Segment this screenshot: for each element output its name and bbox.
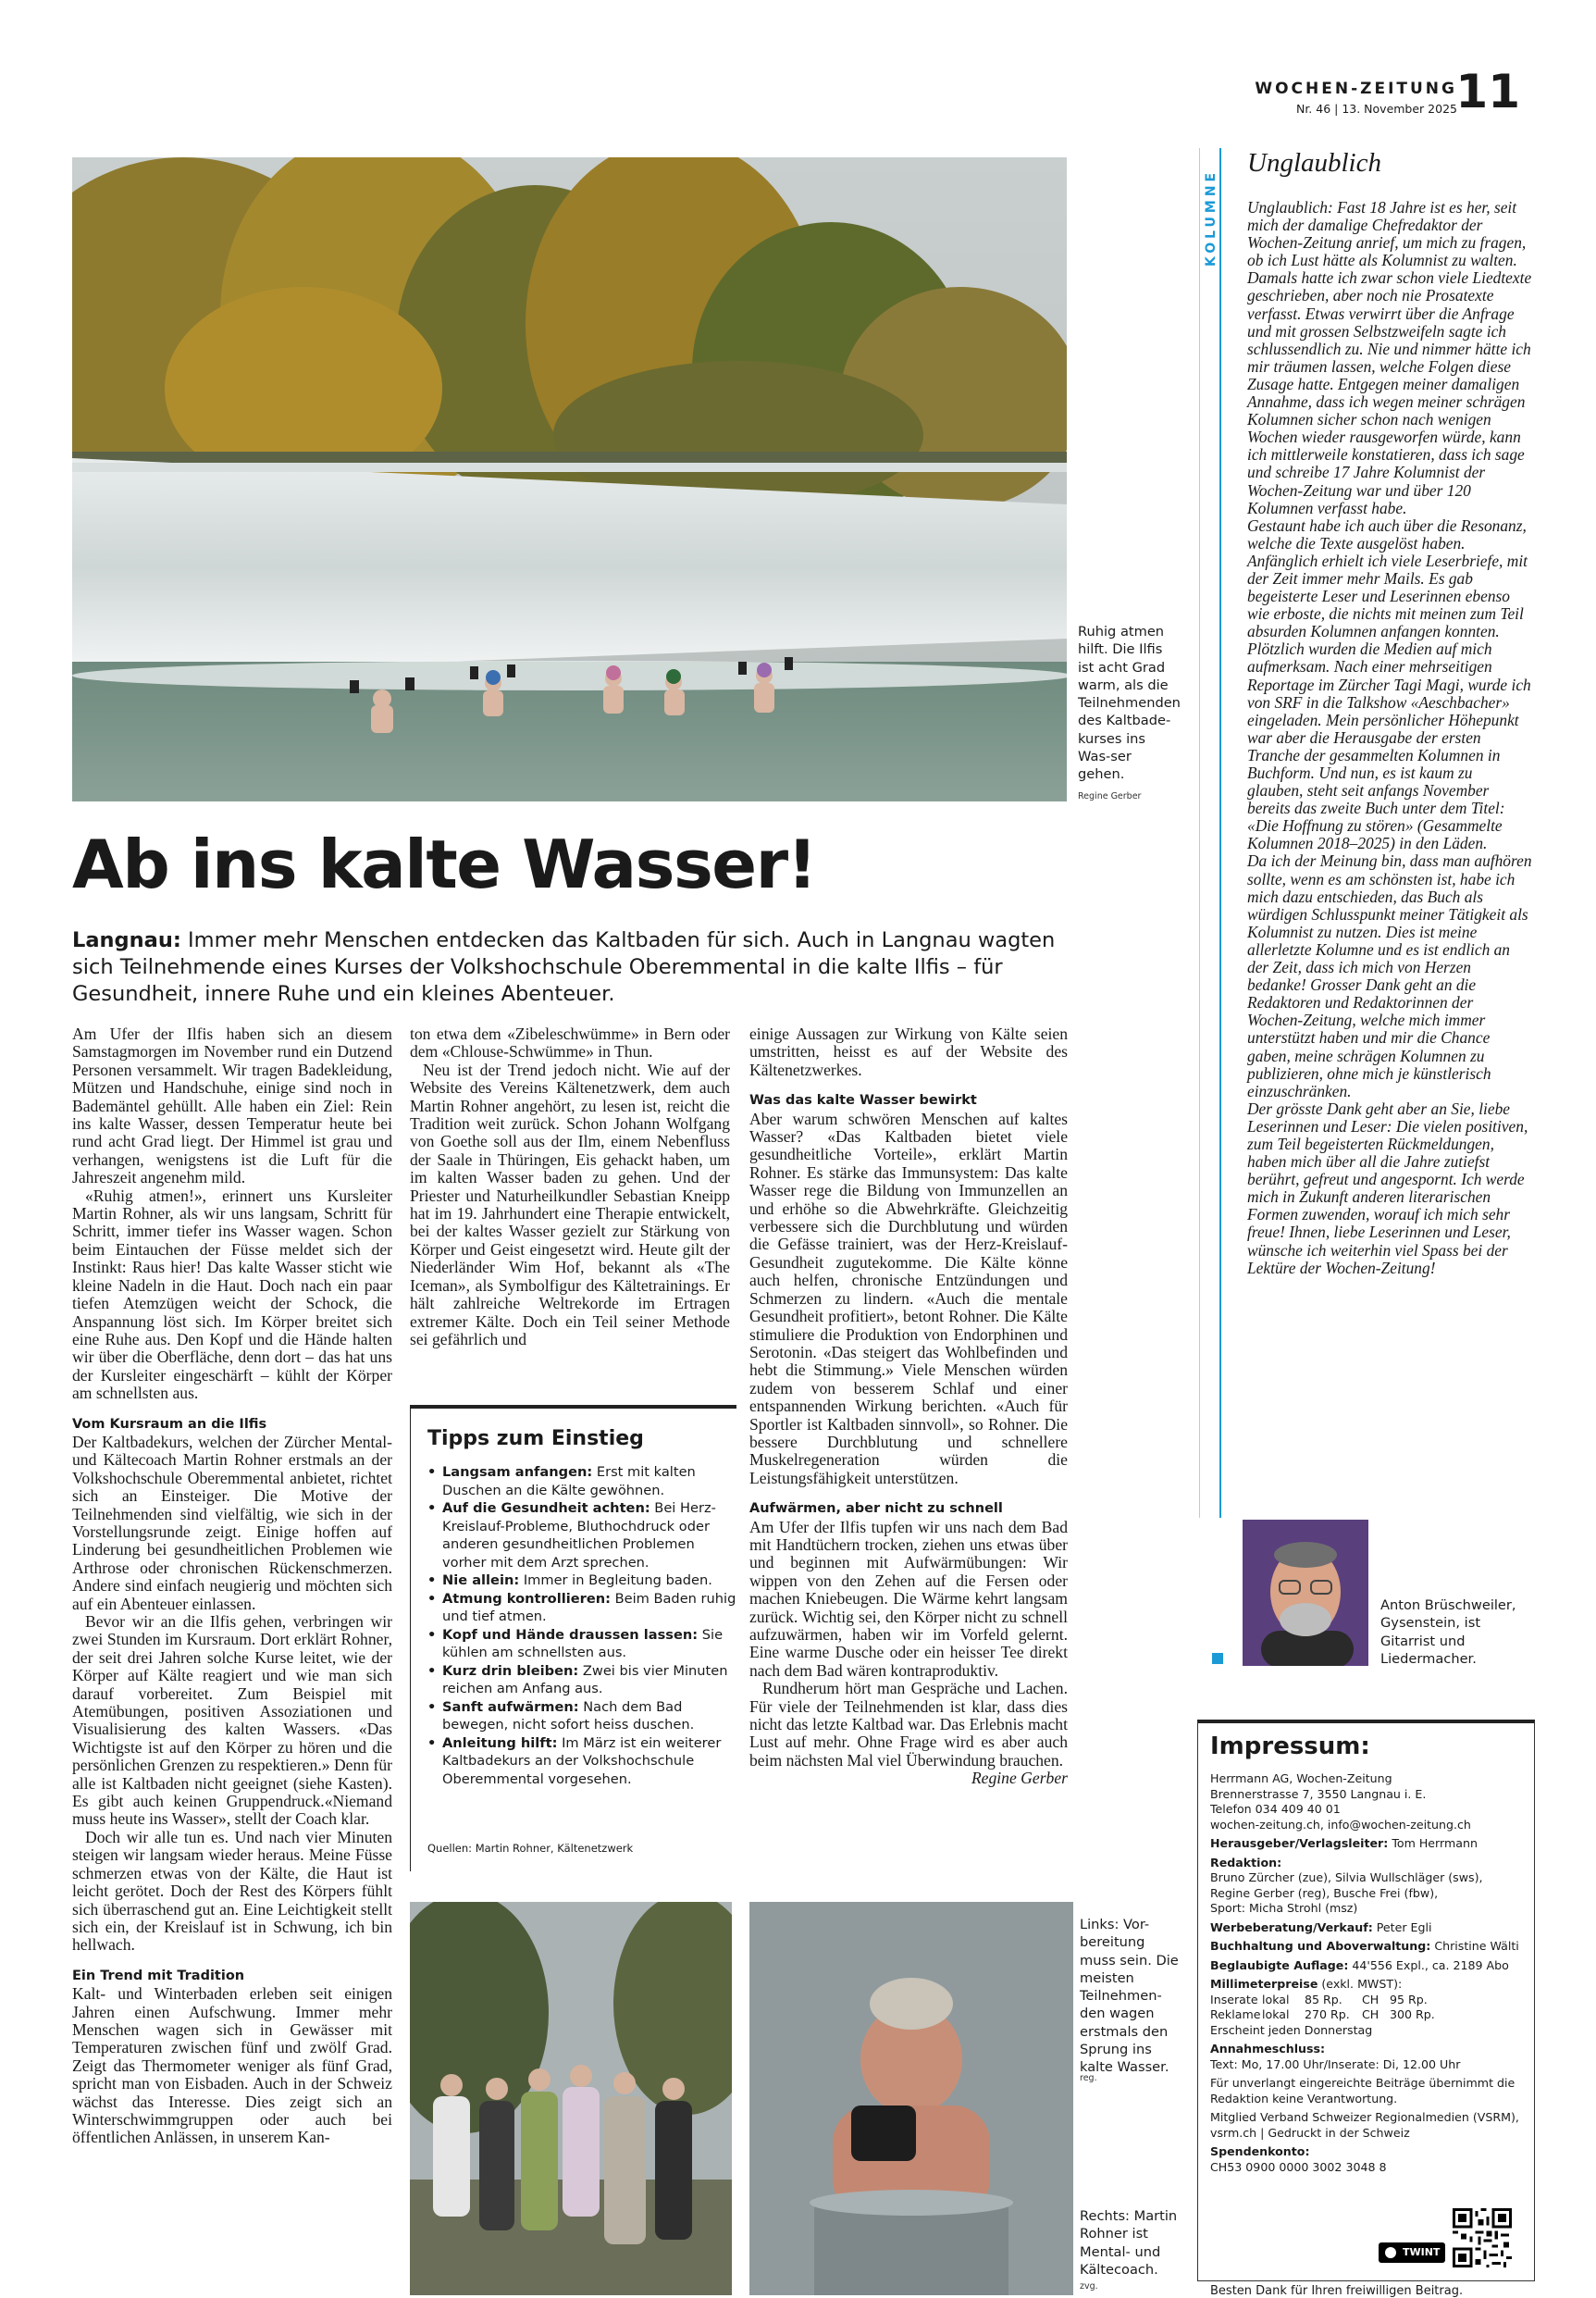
photo-participants-image [410,1902,732,2295]
impressum-body [1210,1771,1525,2175]
author-caption: Anton Brüschweiler, Gysenstein, ist Gitarrist und Liedermacher. [1380,1597,1516,1667]
tip-label: Kopf und Hände draussen lassen: [442,1626,699,1643]
rate-cell: lokal [1262,1992,1290,2006]
author-portrait [1243,1520,1368,1666]
twint-icon [1385,2247,1396,2258]
paragraph: Am Ufer der Ilfis haben sich an diesem Samstagmorgen im November rund ein Dutzend Personen versammelt. Wir tragen Badekleidung, Mützen und Handschuhe, einige sind noch in Bademäntel gehüllt. Alle haben ein Ziel: Rein ins kalte Wasser, dessen Temperatur heute bei rund acht Grad liegt. Der Himmel ist grau und verhangen, wenigstens ist die Luft für die Jahreszeit angenehm mild. [72,1025,392,1187]
main-photo [72,157,1067,801]
auflage-label: Beglaubigte Auflage: [1210,1957,1349,1972]
tip-text: Im März ist ein weiterer Kaltbadekurs an der Volkshochschule Oberemmental vorgesehen. [442,1734,722,1787]
disclaimer: Für unverlangt eingereichte Beiträge übernimmt die Redaktion keine Verantwortung. [1210,2076,1516,2105]
spenden-iban: CH53 0900 0000 3002 3048 8 [1210,2159,1387,2174]
buch-label: Buchhaltung und Aboverwaltung: [1210,1939,1431,1953]
subheading: Ein Trend mit Tradition [72,1968,245,1983]
twint-badge[interactable] [1379,2242,1445,2263]
main-photo-image [72,157,1067,801]
tip-item [427,1662,736,1698]
photo-right-credit: zvg. [1080,2281,1098,2292]
paragraph: Kalt- und Winterbaden erleben seit einigen Jahren einen Aufschwung. Immer mehr Menschen wagen sich in Gewässer mit Temperaturen zwischen fünf und zwölf Grad. Zeigt das Thermometer weniger als fünf Grad, spricht man von Eisbaden. Auch in der Schweiz wächst das Interesse. Dies zeigt sich an Winterschwimmgruppen oder auch bei öffentlichen Anlässen, in unserem Kan- [72,1984,392,2147]
kolumne-label [1201,155,1223,267]
mm-note: (exkl. MWST): [1321,1977,1403,1991]
photo-right-caption: Rechts: Martin Rohner ist Mental- und Kältecoach. [1080,2208,1178,2278]
issue-date: Nr. 46 | 13. November 2025 [1295,102,1457,116]
tips-title: Tipps zum Einstieg [427,1427,644,1450]
kolumne-label-text: KOLUMNE [1204,168,1219,267]
article-headline: Ab ins kalte Wasser! [72,826,816,903]
tips-box [410,1405,736,1871]
paragraph: «Ruhig atmen!», erinnert uns Kursleiter Martin Rohner, als wir uns langsam, Schritt für Schritt, immer tiefer ins Wasser wagen. Schon beim Eintauchen der Füsse meldet sich der Instinkt: Raus hier! Das kalte Wasser sticht wie kleine Nadeln in die Haut. Doch nach ein paar tiefen Atemzügen weicht der Schock, die Anspannung löst sich. Im Körper breitet sich eine Ruhe aus. Den Kopf und die Hände halten wir über die Oberfläche, denn dort – das hat uns der Kursleiter eingeschärft – kühlt der Körper am schnellsten aus. [72,1186,392,1403]
paragraph: Am Ufer der Ilfis tupfen wir uns nach dem Bad mit Handtüchern trocken, ziehen uns etwas über und beginnen mit Aufwärmübungen: Wir wippen von den Zehen auf die Fersen oder machen Kniebeugen. Die Wärme kehrt langsam zurück. Wichtig sei, den Körper nicht zu schnell aufzuwärmen, haben wir im Vorfeld gelernt. Eine warme Dusche oder ein heisser Tee direkt nach dem Bad wären kontraproduktiv. [749,1517,1068,1680]
tip-text: Bei Herz-Kreislauf-Probleme, Bluthochdruck oder anderen gesundheitlichen Problemen vorher mit dem Arzt sprechen. [442,1500,716,1571]
auflage: 44'556 Expl., ca. 2189 Abo [1352,1957,1509,1972]
page-number: 11 [1455,65,1520,118]
redaktion-line: Bruno Zürcher (zue), Silvia Wullschläger (sws), [1210,1870,1483,1884]
mm-label: Millimeterpreise [1210,1977,1318,1991]
kolumne-paragraph: Unglaublich: Fast 18 Jahre ist es her, seit mich der damalige Chefredaktor der Wochen-Zeitung anrief, um mich zu fragen, ob ich Lust hätte als Kolumnist zu walten. Damals hatte ich zwar schon viele Liedtexte geschrieben, aber noch nie Prosatexte verfasst. Etwas verwirrt über die Anfrage und mit grossen Selbstzweifeln sagte ich schlussendlich zu. Nie und nimmer hätte ich mir träumen lassen, welche Folgen diese Zusage hatte. Entgegen meiner damaligen Annahme, dass ich wegen meiner schrägen Kolumnen sicher schon nach wenigen Wochen wieder rausgeworfen würde, kann ich mittlerweile konstatieren, dass ich sage und schreibe 17 Jahre Kolumnist der Wochen-Zeitung war und über 120 Kolumnen verfasst habe. [1247,198,1532,517]
redaktion-label: Redaktion: [1210,1855,1282,1869]
erscheint: Erscheint jeden Donnerstag [1210,2022,1373,2037]
publisher-label: Herausgeber/Verlagsleiter: [1210,1836,1389,1850]
paper-name: WOCHEN-ZEITUNG [1255,80,1457,98]
kolumne-body [1247,199,1532,1277]
impressum-thanks: Besten Dank für Ihren freiwilligen Beitrag. [1210,2284,1464,2298]
tip-label: Kurz drin bleiben: [442,1662,579,1679]
impressum [1197,1720,1534,2298]
tip-item [427,1626,736,1662]
rates-table [1210,1993,1525,2023]
article-column-3 [749,1025,1068,1788]
rate-cell: 95 Rp. [1390,1992,1428,2006]
photo-left-caption: Links: Vor-bereitung muss sein. Die meisten Teilnehmen-den wagen erstmals den Sprung ins kalte Wasser. [1080,1917,1179,2076]
lead-text: Immer mehr Menschen entdecken das Kaltbaden für sich. Auch in Langnau wagten sich Teilnehmende eines Kurses der Volkshochschule Oberemmental in die kalte Ilfis – für Gesundheit, innere Ruhe und ein kleines Abenteuer. [72,928,1056,1006]
tips-list [411,1463,736,1788]
rate-cell: Reklame [1210,2007,1261,2021]
rate-cell: 300 Rp. [1390,2007,1435,2021]
tip-item [427,1463,736,1499]
photo-coach [749,1902,1073,2295]
kolumne-paragraph: Da ich der Meinung bin, dass man aufhören sollte, wenn es am schönsten ist, habe ich mich dazu entschieden, das Buch als würdigen Schlusspunkt meiner Tätigkeit als Kolumnist zu nutzen. Dies ist meine allerletzte Kolumne und es ist endlich an der Zeit, dass ich mich von Herzen bedanke! Grosser Dank geht an die Redaktoren und Redaktorinnen der Wochen-Zeitung, welche mich immer unterstützt haben und mir die Chance gaben, meine schrägen Kolumnen zu publizieren, ohne mich je künstlerisch einzuschränken. [1247,851,1532,1100]
tip-label: Anleitung hilft: [442,1734,558,1751]
subheading: Was das kalte Wasser bewirkt [749,1093,977,1109]
photo-left-credit: reg. [1080,2073,1097,2083]
spenden-label: Spendenkonto: [1210,2144,1310,2158]
qr-code-graphic [1453,2208,1512,2267]
tip-label: Nie allein: [442,1572,520,1588]
tip-label: Atmung kontrollieren: [442,1590,611,1607]
twint-label: TWINT [1403,2246,1441,2258]
rate-cell: CH [1362,2007,1379,2021]
tip-item [427,1499,736,1571]
tip-text: Beim Baden ruhig und tief atmen. [442,1590,736,1624]
address-line: Herrmann AG, Wochen-Zeitung [1210,1771,1392,1785]
schluss: Text: Mo, 17.00 Uhr/Inserate: Di, 12.00 Uhr [1210,2056,1461,2071]
rate-cell: 85 Rp. [1305,1992,1342,2006]
paragraph: Rundherum hört man Gespräche und Lachen. Für viele der Teilnehmenden ist klar, dass dies nicht das letzte Kaltbad war. Das Erlebnis macht Lust auf mehr. Ohne Frage wird es aber auch beim nächsten Mal viel Überwindung brauchen. [749,1679,1068,1770]
masthead [1255,80,1457,116]
verband: Mitglied Verband Schweizer Regionalmedien (VSRM), vsrm.ch | Gedruckt in der Schweiz [1210,2110,1519,2140]
werbe: Peter Egli [1376,1919,1432,1934]
tip-item [427,1698,736,1734]
column-divider [1199,148,1200,1518]
main-photo-caption: Ruhig atmen hilft. Die Ilfis ist acht Grad warm, als die Teilnehmenden des Kaltbade-kurses ins Was-ser gehen. [1078,624,1181,783]
main-photo-credit: Regine Gerber [1078,791,1142,801]
rate-cell: 270 Rp. [1305,2007,1350,2021]
tip-item [427,1590,736,1626]
tip-label: Sanft aufwärmen: [442,1698,579,1715]
redaktion-line: Sport: Micha Strohl (msz) [1210,1901,1358,1915]
article-author: Regine Gerber [971,1769,1068,1788]
tip-text: Immer in Begleitung baden. [519,1572,712,1588]
photo-coach-image [749,1902,1073,2295]
buch: Christine Wälti [1434,1939,1519,1953]
lead-place: Langnau: [72,928,181,952]
address-line: wochen-zeitung.ch, info@wochen-zeitung.ch [1210,1817,1471,1832]
paragraph: Neu ist der Trend jedoch nicht. Wie auf der Website des Vereins Kältenetzwerk, dem auch Martin Rohner angehört, zu lesen ist, reicht die Tradition weit zurück. Schon Johann Wolfgang von Goethe soll aus der Ilm, einem Nebenfluss der Saale in Thüringen, Eis gehackt haben, um im kalten Wasser baden zu gehen. Und der Priester und Naturheilkundler Sebastian Kneipp hat im 19. Jahrhundert eine Therapie entwickelt, bei der kaltes Wasser gezielt zur Stärkung von Körper und Geist eingesetzt wird. Heute gilt der Niederländer Wim Hof, bekannt als «The Iceman», als Symbolfigur des Kältetrainings. Er hält zahlreiche Weltrekorde im Ertragen extremer Kälte. Doch ein Teil seiner Methode sei gefährlich und [410,1060,730,1348]
paragraph: Bevor wir an die Ilfis gehen, verbringen wir zwei Stunden im Kursraum. Dort erklärt Rohner, der seit drei Jahren solche Kurse leitet, wie der Körper auf Kälte reagiert und wie man sich darauf vorbereitet. Zum Beispiel mit Atemübungen, positiven Assoziationen und Visualisierung des kalten Wassers. «Das Wichtigste ist auf den Körper zu hören und die persönlichen Grenzen zu respektieren.» Denn für alle ist Kaltbaden nicht geeignet (siehe Kasten). Es gibt auch keinen Gruppendruck.«Niemand muss heute ins Wasser», stellt der Coach klar. [72,1612,392,1829]
tip-text: Sie kühlen am schnellsten aus. [442,1626,724,1660]
qr-code-icon[interactable] [1453,2208,1512,2267]
tip-text: Zwei bis vier Minuten reichen am Anfang aus. [442,1662,728,1696]
kolumne-rule [1219,148,1221,1518]
schluss-label: Annahmeschluss: [1210,2042,1326,2056]
tip-label: Auf die Gesundheit achten: [442,1500,650,1516]
subheading: Aufwärmen, aber nicht zu schnell [749,1501,1003,1517]
werbe-label: Werbeberatung/Verkauf: [1210,1919,1373,1934]
tip-item [427,1734,736,1789]
tip-item [427,1571,736,1590]
article-column-1 [72,1025,392,2147]
kolumne-paragraph: Gestaunt habe ich auch über die Resonanz, welche die Texte ausgelöst haben. Anfänglich erhielt ich viele Leserbriefe, mit der Zeit immer mehr Mails. Es gab begeisterte Leser und Leserinnen ebenso wie erboste, die nichts mit meinen zum Teil absurden Kolumnen anfangen konnten. Plötzlich wurden die Medien auf mich aufmerksam. Nach einer mehrseitigen Reportage im Zürcher Tagi Magi, wurde ich von SRF in die Talkshow «Aeschbacher» eingeladen. Mein persönlicher Höhepunkt war aber die Herausgabe der ersten Tranche der gesammelten Kolumnen in Buchform. Und nun, es ist kaum zu glauben, steht seit anfangs November bereits das zweite Buch unter dem Titel: «Die Hoffnung zu stören» (Gesammelte Kolumnen 2018–2025) in den Läden. [1247,515,1531,853]
impressum-title: Impressum: [1210,1733,1370,1760]
article-lead [72,927,1071,1008]
paragraph: Aber warum schwören Menschen auf kaltes Wasser? «Das Kaltbaden bietet viele gesundheitliche Vorteile», erklärt Martin Rohner. Es stärke das Immunsystem: Das kalte Wasser rege die Bildung von Immunzellen an und erhöhe so die Abwehrkräfte. Gleichzeitig verbessere sich die Durchblutung und würden die Gefässe trainiert, was der Herz-Kreislauf-Gesundheit zugutekomme. Die Kälte könne auch helfen, chronische Entzündungen und Schmerzen zu lindern. «Auch die mentale Gesundheit profitiert», betont Rohner. Die Kälte stimuliere die Produktion von Endorphinen und Serotonin. «Das steigert das Wohlbefinden und hebt die Stimmung.» Viele Menschen würden zudem von besserem Schlaf und einer entspannenden Wirkung berichten. «Auch für Sportler ist Kaltbaden sinnvoll», so Rohner. Die bessere Durchblutung und schnellere Muskelregeneration würden die Leistungsfähigkeit unterstützen. [749,1109,1068,1487]
paragraph: einige Aussagen zur Wirkung von Kälte seien umstritten, heisst es auf der Website des Kältenetzwerkes. [749,1025,1068,1079]
address-line: Brennerstrasse 7, 3550 Langnau i. E. [1210,1786,1427,1801]
kolumne-paragraph: Der grösste Dank geht aber an Sie, liebe Leserinnen und Leser: Die vielen positiven, zum Teil begeisterten Rückmeldungen, haben mich über all die Jahre zutiefst berührt, gefreut und angespornt. Ich werde mich in Zukunft anderen literarischen Formen zuwenden, worauf ich mich sehr freue! Ihnen, liebe Leserinnen und Leser, wünsche ich weiterhin viel Spass bei der Lektüre der Wochen-Zeitung! [1247,1099,1528,1277]
tips-source: Quellen: Martin Rohner, Kältenetzwerk [427,1842,634,1855]
redaktion-line: Regine Gerber (reg), Busche Frei (fbw), [1210,1885,1439,1900]
photo-participants [410,1902,732,2295]
rate-cell: lokal [1262,2007,1290,2021]
rate-cell: CH [1362,1992,1379,2006]
paragraph: Der Kaltbadekurs, welchen der Zürcher Mental- und Kältecoach Martin Rohner erstmals an der Volkshochschule Oberemmental anbietet, richtet sich an Einsteiger. Die Motive der Teilnehmenden sind vielfältig, wie sich in der Vorstellungsrunde zeigt. Einige hoffen auf Linderung bei gesundheitlichen Problemen wie Arthrose oder chronischen Rückenschmerzen. Andere sind einfach neugierig und möchten sich auf ein Abenteuer einlassen. [72,1432,392,1613]
address-line: Telefon 034 409 40 01 [1210,1802,1341,1816]
tip-label: Langsam anfangen: [442,1464,593,1480]
paragraph: ton etwa dem «Zibeleschwümme» in Bern oder dem «Chlouse-Schwümme» in Thun. [410,1025,730,1062]
subheading: Vom Kursraum an die Ilfis [72,1416,267,1432]
article-column-2 [410,1025,730,1348]
publisher: Tom Herrmann [1392,1836,1478,1850]
rate-cell: Inserate [1210,1992,1258,2006]
kolumne-title: Unglaublich [1247,148,1381,178]
paragraph: Doch wir alle tun es. Und nach vier Minuten steigen wir langsam wieder heraus. Meine Füsse schmerzen etwas von der Kälte, die Haut ist leicht gerötet. Doch der Rest des Körpers fühlt sich überraschend gut an. Eine Leichtigkeit stellt sich ein, der Kreislauf ist in Schwung, ich bin hellwach. [72,1827,392,1955]
kolumne-end-marker [1212,1653,1223,1664]
tip-text: Erst mit kalten Duschen an die Kälte gewöhnen. [442,1464,696,1498]
author-photo [1243,1520,1368,1666]
tip-text: Nach dem Bad bewegen, nicht sofort heiss duschen. [442,1698,695,1733]
